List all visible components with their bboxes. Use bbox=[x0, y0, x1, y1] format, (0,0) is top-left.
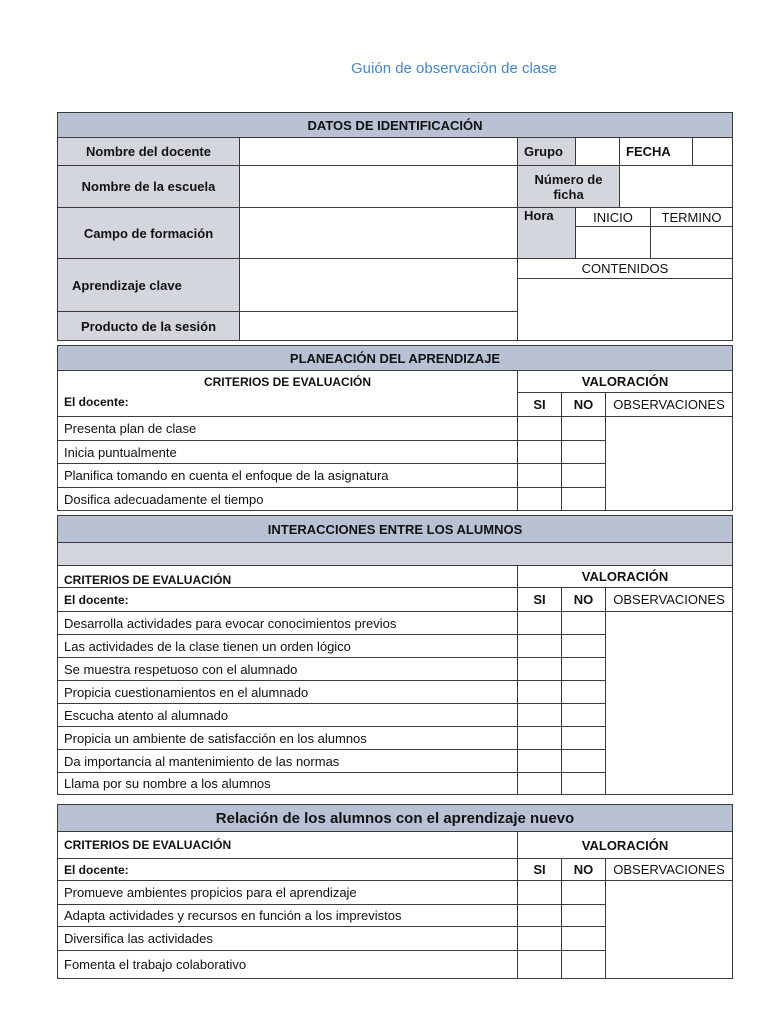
interacciones-valoracion-label: VALORACIÓN bbox=[518, 566, 733, 588]
aprendizaje-clave-field[interactable] bbox=[240, 259, 518, 312]
interacciones-no-cell[interactable] bbox=[562, 773, 606, 795]
grupo-label: Grupo bbox=[518, 138, 576, 166]
interacciones-header: INTERACCIONES ENTRE LOS ALUMNOS bbox=[58, 516, 733, 543]
interacciones-observaciones-field[interactable] bbox=[606, 612, 733, 795]
inicio-label: INICIO bbox=[576, 208, 651, 227]
hora-label: Hora bbox=[518, 208, 576, 259]
planeacion-si-cell[interactable] bbox=[518, 464, 562, 488]
interacciones-no-cell[interactable] bbox=[562, 727, 606, 750]
interacciones-si-label: SI bbox=[518, 588, 562, 612]
interacciones-item: Desarrolla actividades para evocar conocimientos previos bbox=[58, 612, 518, 635]
interacciones-si-cell[interactable] bbox=[518, 681, 562, 704]
interacciones-no-cell[interactable] bbox=[562, 635, 606, 658]
planeacion-si-cell[interactable] bbox=[518, 417, 562, 441]
interacciones-item: Escucha atento al alumnado bbox=[58, 704, 518, 727]
relacion-item: Fomenta el trabajo colaborativo bbox=[58, 951, 518, 979]
relacion-si-cell[interactable] bbox=[518, 881, 562, 905]
planeacion-item: Presenta plan de clase bbox=[58, 417, 518, 441]
planeacion-valoracion-label: VALORACIÓN bbox=[518, 371, 733, 393]
planeacion-observaciones-field[interactable] bbox=[606, 417, 733, 511]
numero-ficha-label: Número de ficha bbox=[518, 166, 620, 208]
interacciones-si-cell[interactable] bbox=[518, 704, 562, 727]
relacion-no-cell[interactable] bbox=[562, 927, 606, 951]
interacciones-si-cell[interactable] bbox=[518, 727, 562, 750]
nombre-docente-label: Nombre del docente bbox=[58, 138, 240, 166]
relacion-item: Diversifica las actividades bbox=[58, 927, 518, 951]
nombre-escuela-label: Nombre de la escuela bbox=[58, 166, 240, 208]
relacion-observaciones-label: OBSERVACIONES bbox=[606, 859, 733, 881]
contenidos-label: CONTENIDOS bbox=[518, 259, 733, 279]
planeacion-observaciones-label: OBSERVACIONES bbox=[606, 393, 733, 417]
relacion-valoracion-label: VALORACIÓN bbox=[518, 832, 733, 859]
planeacion-no-label: NO bbox=[562, 393, 606, 417]
interacciones-no-cell[interactable] bbox=[562, 658, 606, 681]
planeacion-item: Inicia puntualmente bbox=[58, 441, 518, 464]
interacciones-si-cell[interactable] bbox=[518, 658, 562, 681]
datos-identificacion-table-2 bbox=[57, 207, 733, 341]
datos-identificacion-table bbox=[57, 112, 733, 208]
relacion-observaciones-field[interactable] bbox=[606, 881, 733, 979]
interacciones-spacer bbox=[58, 543, 733, 566]
relacion-item: Promueve ambientes propicios para el aprendizaje bbox=[58, 881, 518, 905]
interacciones-el-docente: El docente: bbox=[58, 588, 518, 612]
planeacion-criterios-label: CRITERIOS DE EVALUACIÓN bbox=[203, 375, 372, 389]
interacciones-no-cell[interactable] bbox=[562, 704, 606, 727]
datos-header: DATOS DE IDENTIFICACIÓN bbox=[58, 113, 733, 138]
aprendizaje-clave-label: Aprendizaje clave bbox=[58, 259, 240, 312]
interacciones-si-cell[interactable] bbox=[518, 773, 562, 795]
planeacion-si-label: SI bbox=[518, 393, 562, 417]
planeacion-header: PLANEACIÓN DEL APRENDIZAJE bbox=[58, 346, 733, 371]
campo-formacion-label: Campo de formación bbox=[58, 208, 240, 259]
planeacion-table bbox=[57, 345, 733, 511]
interacciones-item: Da importancia al mantenimiento de las normas bbox=[58, 750, 518, 773]
nombre-docente-field[interactable] bbox=[240, 138, 518, 166]
planeacion-no-cell[interactable] bbox=[562, 441, 606, 464]
relacion-table bbox=[57, 804, 733, 979]
interacciones-si-cell[interactable] bbox=[518, 750, 562, 773]
planeacion-no-cell[interactable] bbox=[562, 417, 606, 441]
interacciones-no-label: NO bbox=[562, 588, 606, 612]
inicio-field[interactable] bbox=[576, 227, 651, 259]
relacion-si-cell[interactable] bbox=[518, 927, 562, 951]
relacion-item: Adapta actividades y recursos en función a los imprevistos bbox=[58, 905, 518, 927]
planeacion-no-cell[interactable] bbox=[562, 464, 606, 488]
relacion-si-cell[interactable] bbox=[518, 905, 562, 927]
termino-field[interactable] bbox=[651, 227, 733, 259]
numero-ficha-field[interactable] bbox=[620, 166, 733, 208]
planeacion-item: Planifica tomando en cuenta el enfoque de la asignatura bbox=[58, 464, 518, 488]
interacciones-observaciones-label: OBSERVACIONES bbox=[606, 588, 733, 612]
interacciones-si-cell[interactable] bbox=[518, 612, 562, 635]
page-title: Guión de observación de clase bbox=[351, 60, 557, 77]
relacion-no-cell[interactable] bbox=[562, 881, 606, 905]
planeacion-item: Dosifica adecuadamente el tiempo bbox=[58, 488, 518, 511]
relacion-si-label: SI bbox=[518, 859, 562, 881]
fecha-field[interactable] bbox=[693, 138, 733, 166]
contenidos-field[interactable] bbox=[518, 279, 733, 341]
interacciones-table bbox=[57, 515, 733, 795]
planeacion-si-cell[interactable] bbox=[518, 441, 562, 464]
producto-sesion-label: Producto de la sesión bbox=[58, 312, 240, 341]
relacion-no-cell[interactable] bbox=[562, 951, 606, 979]
planeacion-criterios-cell bbox=[58, 371, 518, 417]
relacion-el-docente: El docente: bbox=[58, 859, 518, 881]
interacciones-criterios-label: CRITERIOS DE EVALUACIÓN bbox=[58, 566, 518, 588]
interacciones-item: Se muestra respetuoso con el alumnado bbox=[58, 658, 518, 681]
interacciones-item: Las actividades de la clase tienen un orden lógico bbox=[58, 635, 518, 658]
nombre-escuela-field[interactable] bbox=[240, 166, 518, 208]
relacion-criterios-label: CRITERIOS DE EVALUACIÓN bbox=[58, 832, 518, 859]
relacion-header: Relación de los alumnos con el aprendizaje nuevo bbox=[58, 805, 733, 832]
planeacion-si-cell[interactable] bbox=[518, 488, 562, 511]
termino-label: TERMINO bbox=[651, 208, 733, 227]
grupo-field[interactable] bbox=[576, 138, 620, 166]
fecha-label: FECHA bbox=[620, 138, 693, 166]
interacciones-no-cell[interactable] bbox=[562, 681, 606, 704]
interacciones-item: Propicia cuestionamientos en el alumnado bbox=[58, 681, 518, 704]
planeacion-el-docente: El docente: bbox=[64, 395, 129, 409]
interacciones-item: Llama por su nombre a los alumnos bbox=[58, 773, 518, 795]
planeacion-no-cell[interactable] bbox=[562, 488, 606, 511]
interacciones-no-cell[interactable] bbox=[562, 750, 606, 773]
relacion-si-cell[interactable] bbox=[518, 951, 562, 979]
interacciones-no-cell[interactable] bbox=[562, 612, 606, 635]
relacion-no-label: NO bbox=[562, 859, 606, 881]
producto-sesion-field[interactable] bbox=[240, 312, 518, 341]
campo-formacion-field[interactable] bbox=[240, 208, 518, 259]
interacciones-item: Propicia un ambiente de satisfacción en los alumnos bbox=[58, 727, 518, 750]
interacciones-si-cell[interactable] bbox=[518, 635, 562, 658]
relacion-no-cell[interactable] bbox=[562, 905, 606, 927]
